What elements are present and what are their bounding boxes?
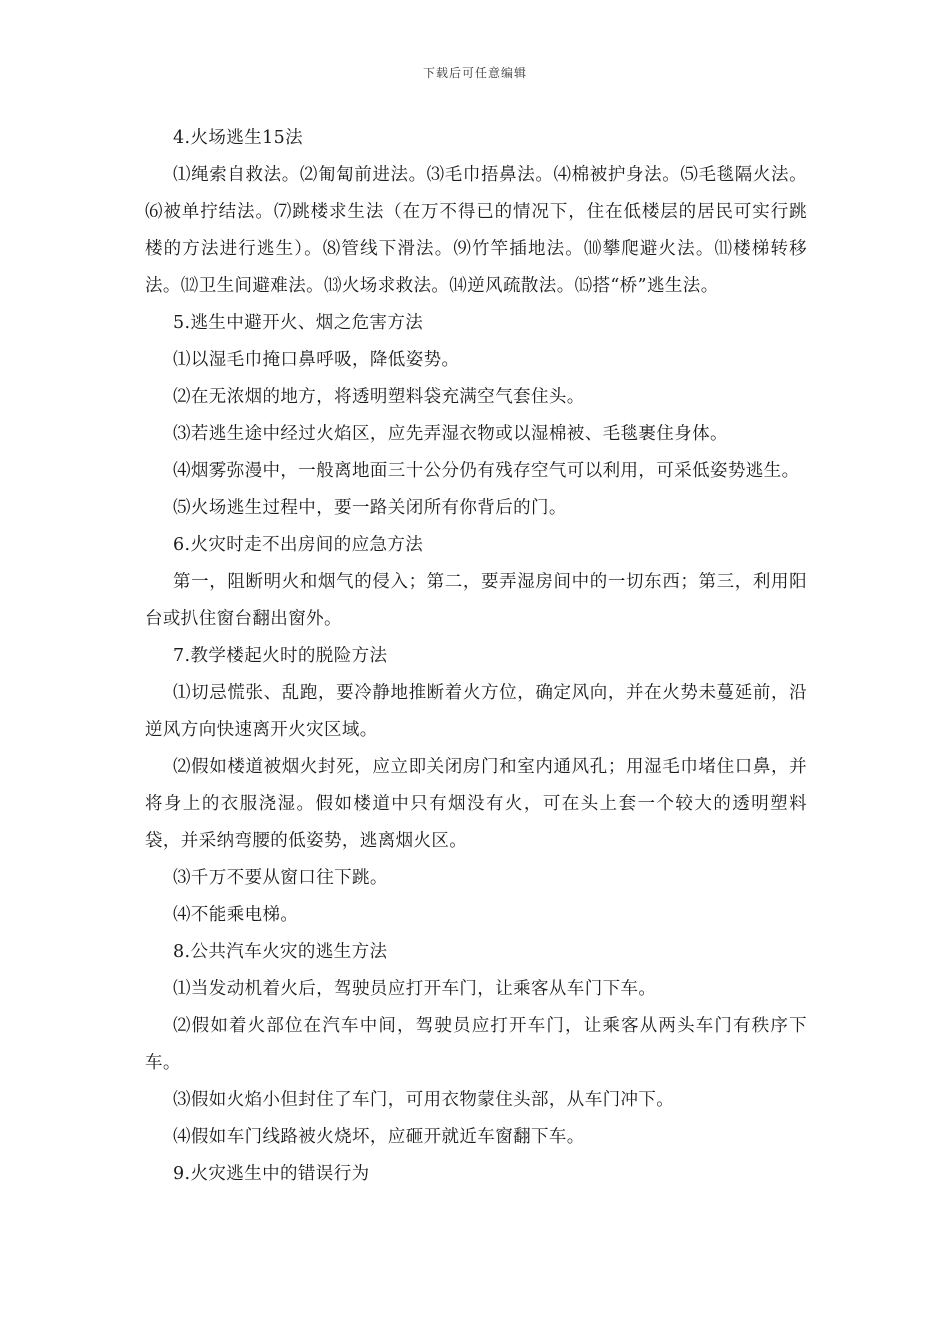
- paragraph: ⑴切忌慌张、乱跑，要冷静地推断着火方位，确定风向，并在火势未蔓延前，沿逆风方向快速离开火灾区域。: [145, 683, 807, 740]
- paragraph: ⑴以湿毛巾掩口鼻呼吸，降低姿势。: [173, 350, 460, 370]
- section-heading: 7.教学楼起火时的脱险方法: [173, 646, 388, 666]
- section-heading: 8.公共汽车火灾的逃生方法: [173, 942, 388, 962]
- section-heading: 9.火灾逃生中的错误行为: [173, 1164, 370, 1184]
- paragraph: ⑴当发动机着火后，驾驶员应打开车门，让乘客从车门下车。: [173, 979, 657, 999]
- paragraph: ⑵在无浓烟的地方，将透明塑料袋充满空气套住头。: [173, 387, 585, 407]
- section-heading: 4.火场逃生15法: [173, 128, 304, 148]
- section-heading: 6.火灾时走不出房间的应急方法: [173, 535, 424, 555]
- paragraph: ⑶假如火焰小但封住了车门，可用衣物蒙住头部，从车门冲下。: [173, 1090, 675, 1110]
- section-heading: 5.逃生中避开火、烟之危害方法: [173, 313, 424, 333]
- paragraph: ⑴绳索自救法。⑵匍匐前进法。⑶毛巾捂鼻法。⑷棉被护身法。⑸毛毯隔火法。⑹被单拧结法。⑺跳楼求生法（在万不得已的情况下，住在低楼层的居民可实行跳楼的方法进行逃生）。⑻管线下滑法。⑼竹竿插地法。⑽攀爬避火法。⑾楼梯转移法。⑿卫生间避难法。⒀火场求救法。⒁逆风疏散法。⒂搭“桥”逃生法。: [145, 165, 807, 296]
- paragraph: ⑸火场逃生过程中，要一路关闭所有你背后的门。: [173, 498, 567, 518]
- paragraph: ⑷不能乘电梯。: [173, 905, 299, 925]
- paragraph: ⑷假如车门线路被火烧坏，应砸开就近车窗翻下车。: [173, 1127, 585, 1147]
- paragraph: ⑶千万不要从窗口往下跳。: [173, 868, 388, 888]
- paragraph: ⑷烟雾弥漫中，一般离地面三十公分仍有残存空气可以利用，可采低姿势逃生。: [173, 461, 800, 481]
- document-body: [145, 120, 807, 1193]
- paragraph: 第一，阻断明火和烟气的侵入；第二，要弄湿房间中的一切东西；第三，利用阳台或扒住窗台翻出窗外。: [145, 572, 807, 629]
- paragraph: ⑶若逃生途中经过火焰区，应先弄湿衣物或以湿棉被、毛毯裹住身体。: [173, 424, 728, 444]
- page-header: 下载后可任意编辑: [422, 66, 527, 80]
- paragraph: ⑵假如着火部位在汽车中间，驾驶员应打开车门，让乘客从两头车门有秩序下车。: [145, 1016, 807, 1073]
- paragraph: ⑵假如楼道被烟火封死，应立即关闭房门和室内通风孔；用湿毛巾堵住口鼻，并将身上的衣服浇湿。假如楼道中只有烟没有火，可在头上套一个较大的透明塑料袋，并采纳弯腰的低姿势，逃离烟火区。: [145, 757, 807, 851]
